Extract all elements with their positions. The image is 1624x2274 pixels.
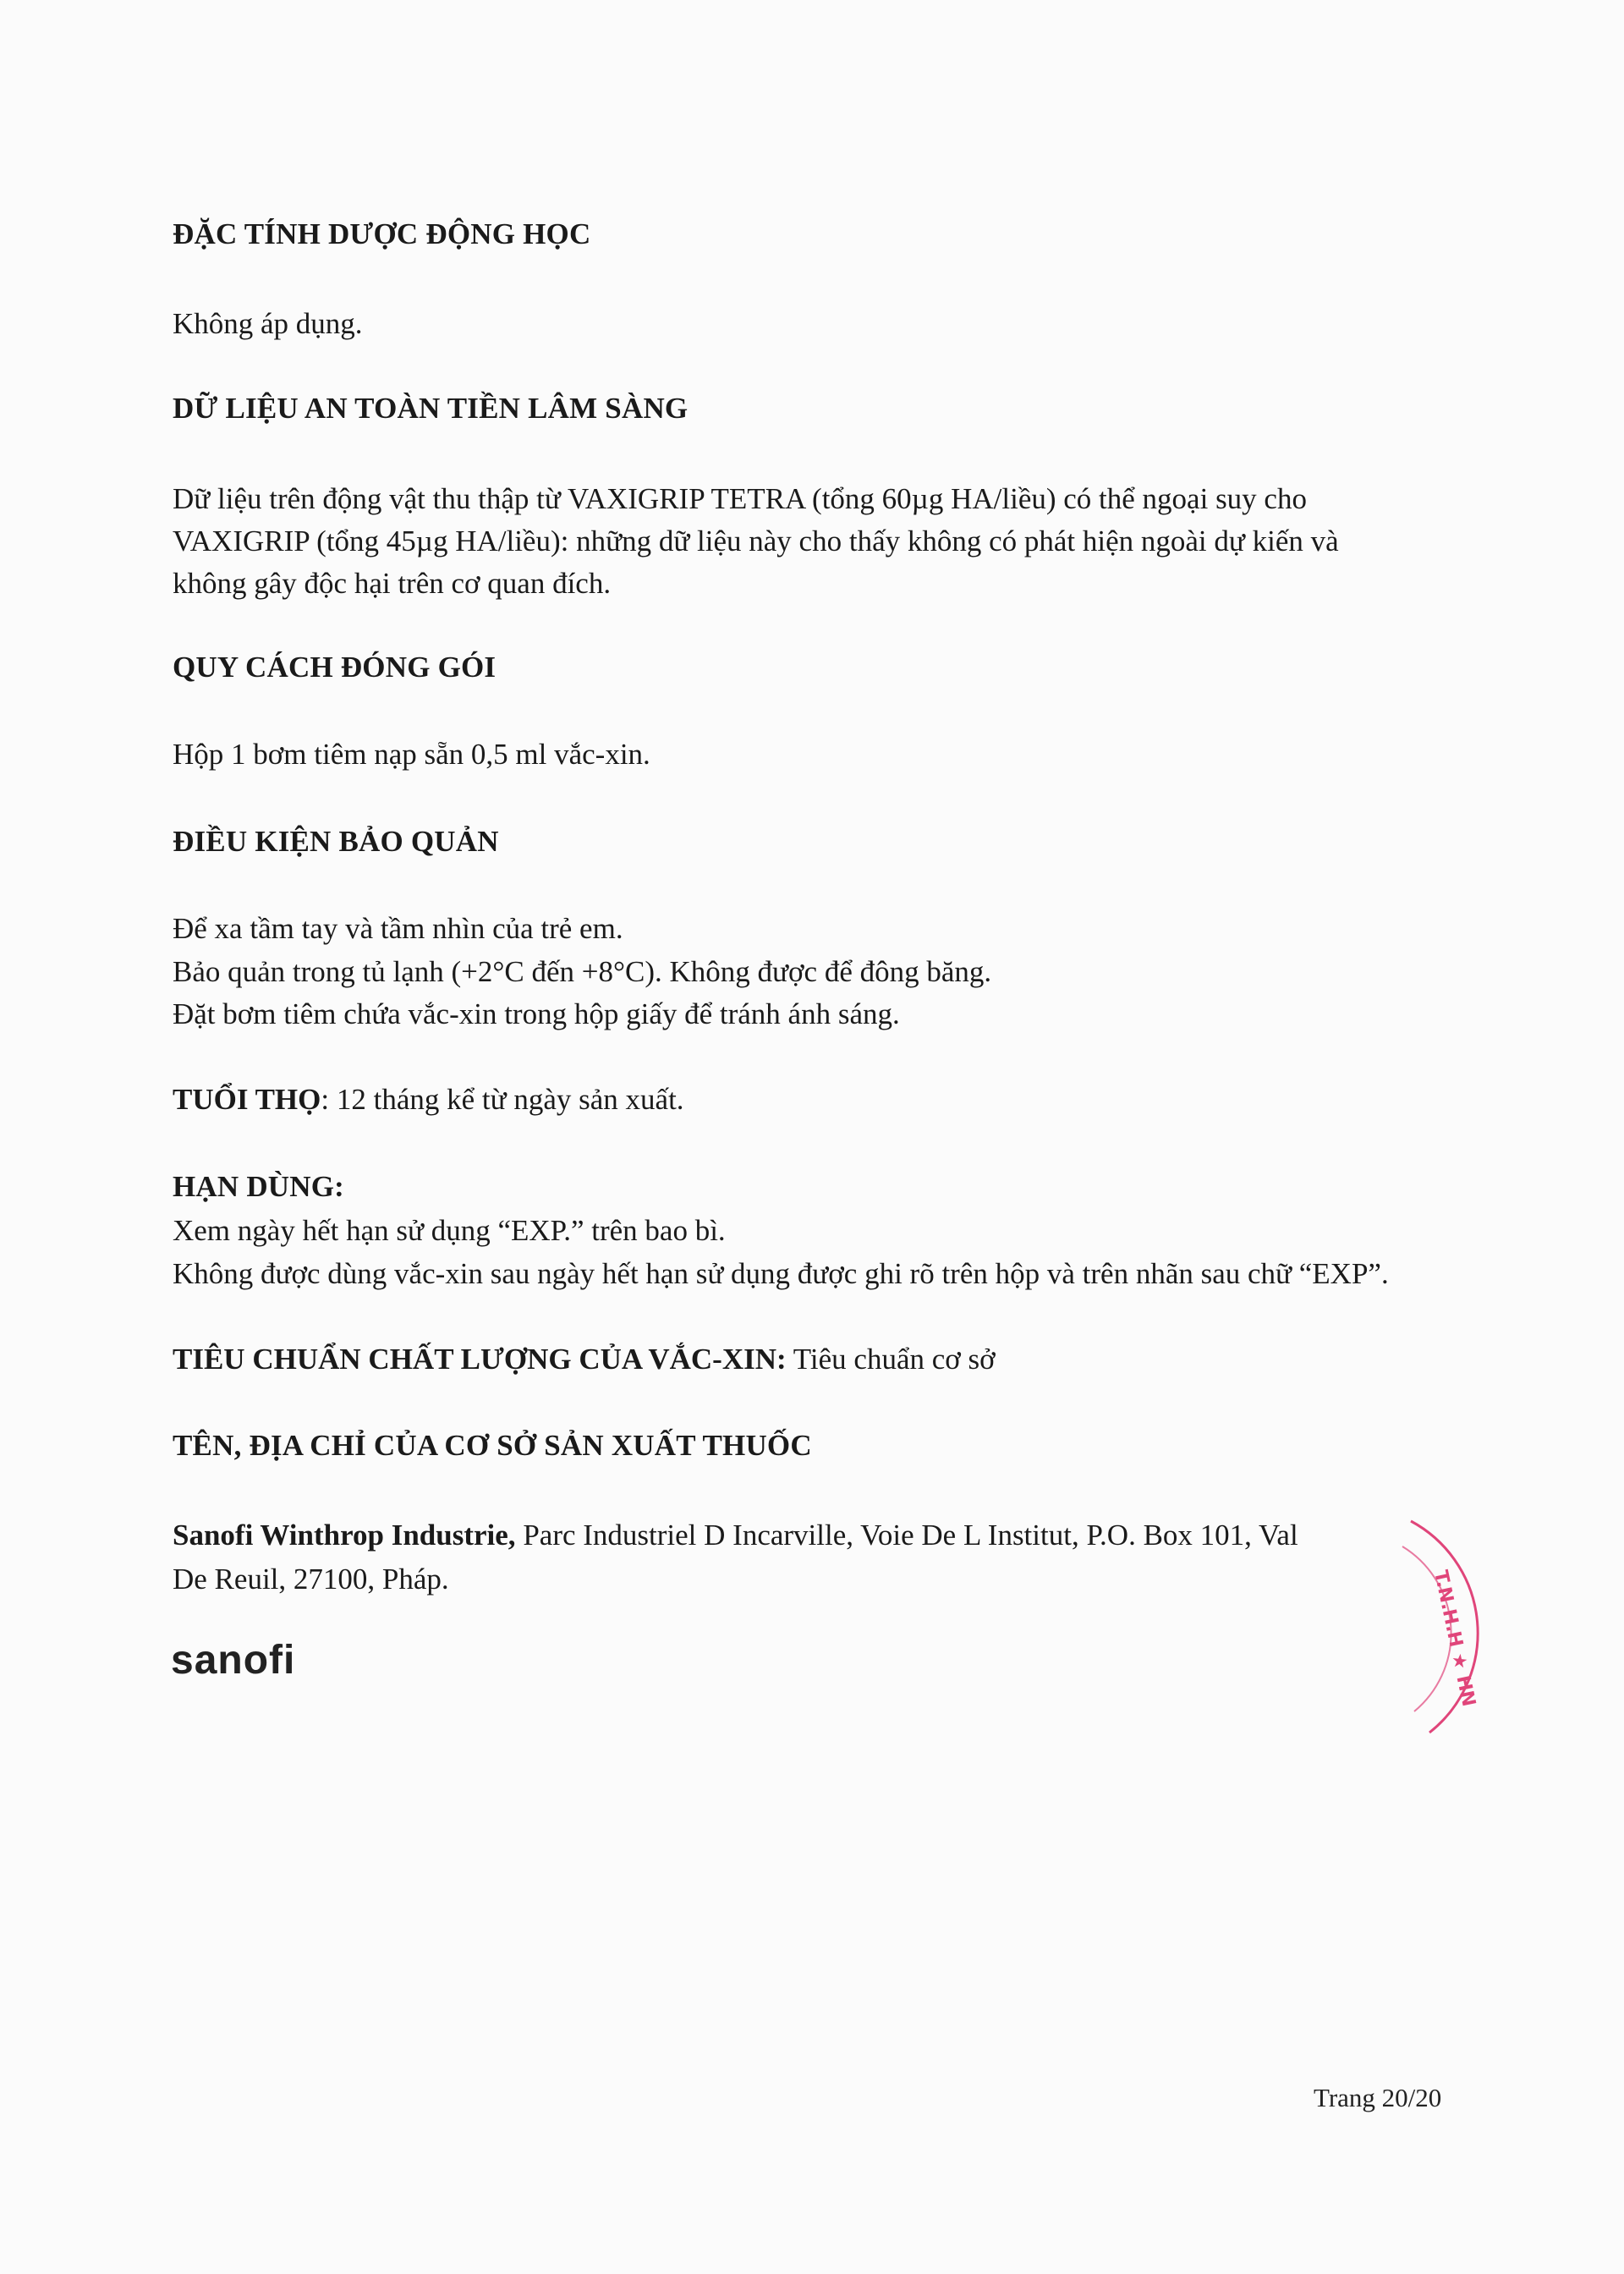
heading-preclinical: DỮ LIỆU AN TOÀN TIỀN LÂM SÀNG (173, 392, 689, 425)
text-preclinical-line-2: VAXIGRIP (tổng 45µg HA/liều): những dữ liệu này cho thấy không có phát hiện ngoài dự kiến và (173, 525, 1339, 558)
heading-manufacturer: TÊN, ĐỊA CHỈ CỦA CƠ SỞ SẢN XUẤT THUỐC (173, 1429, 812, 1462)
quality-label: TIÊU CHUẨN CHẤT LƯỢNG CỦA VẮC-XIN: (173, 1343, 787, 1376)
shelf-life-row (173, 1079, 1497, 1121)
text-preclinical-line-1: Dữ liệu trên động vật thu thập từ VAXIGRIP TETRA (tổng 60µg HA/liều) có thể ngoại suy cho (173, 482, 1307, 515)
page-number: Trang 20/20 (1314, 2083, 1442, 2112)
text-expiry-line-1: Xem ngày hết hạn sử dụng “EXP.” trên bao bì. (173, 1214, 726, 1247)
heading-packaging: QUY CÁCH ĐÓNG GÓI (173, 651, 497, 684)
text-packaging: Hộp 1 bơm tiêm nạp sẵn 0,5 ml vắc-xin. (173, 738, 650, 771)
heading-expiry: HẠN DÙNG: (173, 1170, 345, 1203)
heading-storage: ĐIỀU KIỆN BẢO QUẢN (173, 825, 499, 858)
quality-row (173, 1338, 1497, 1381)
text-expiry-line-2: Không được dùng vắc-xin sau ngày hết hạn sử dụng được ghi rõ trên hộp và trên nhãn sau chữ “EXP”. (173, 1257, 1389, 1290)
text-storage-line-2: Bảo quản trong tủ lạnh (+2°C đến +8°C). Không được để đông băng. (173, 955, 992, 988)
manufacturer-name: Sanofi Winthrop Industrie, (173, 1519, 516, 1552)
sanofi-logo: sanofi (171, 1638, 296, 1683)
shelf-life-text: : 12 tháng kể từ ngày sản xuất. (321, 1083, 684, 1116)
shelf-life-label: TUỔI THỌ (173, 1083, 321, 1116)
text-preclinical-line-3: không gây độc hại trên cơ quan đích. (173, 567, 612, 600)
company-stamp (1396, 1504, 1506, 1749)
manufacturer-address-2: De Reuil, 27100, Pháp. (173, 1563, 449, 1596)
text-pharmacokinetics: Không áp dụng. (173, 307, 363, 340)
manufacturer-address-1: Parc Industriel D Incarville, Voie De L Institut, P.O. Box 101, Val (515, 1519, 1298, 1552)
manufacturer-line-1 (173, 1514, 1497, 1557)
quality-text: Tiêu chuẩn cơ sở (786, 1343, 996, 1376)
text-storage-line-3: Đặt bơm tiêm chứa vắc-xin trong hộp giấy để tránh ánh sáng. (173, 997, 900, 1030)
heading-pharmacokinetics: ĐẶC TÍNH DƯỢC ĐỘNG HỌC (173, 217, 591, 250)
stamp-text: T.N.H.H ★ HN (1429, 1568, 1479, 1709)
text-storage-line-1: Để xa tầm tay và tầm nhìn của trẻ em. (173, 912, 623, 945)
